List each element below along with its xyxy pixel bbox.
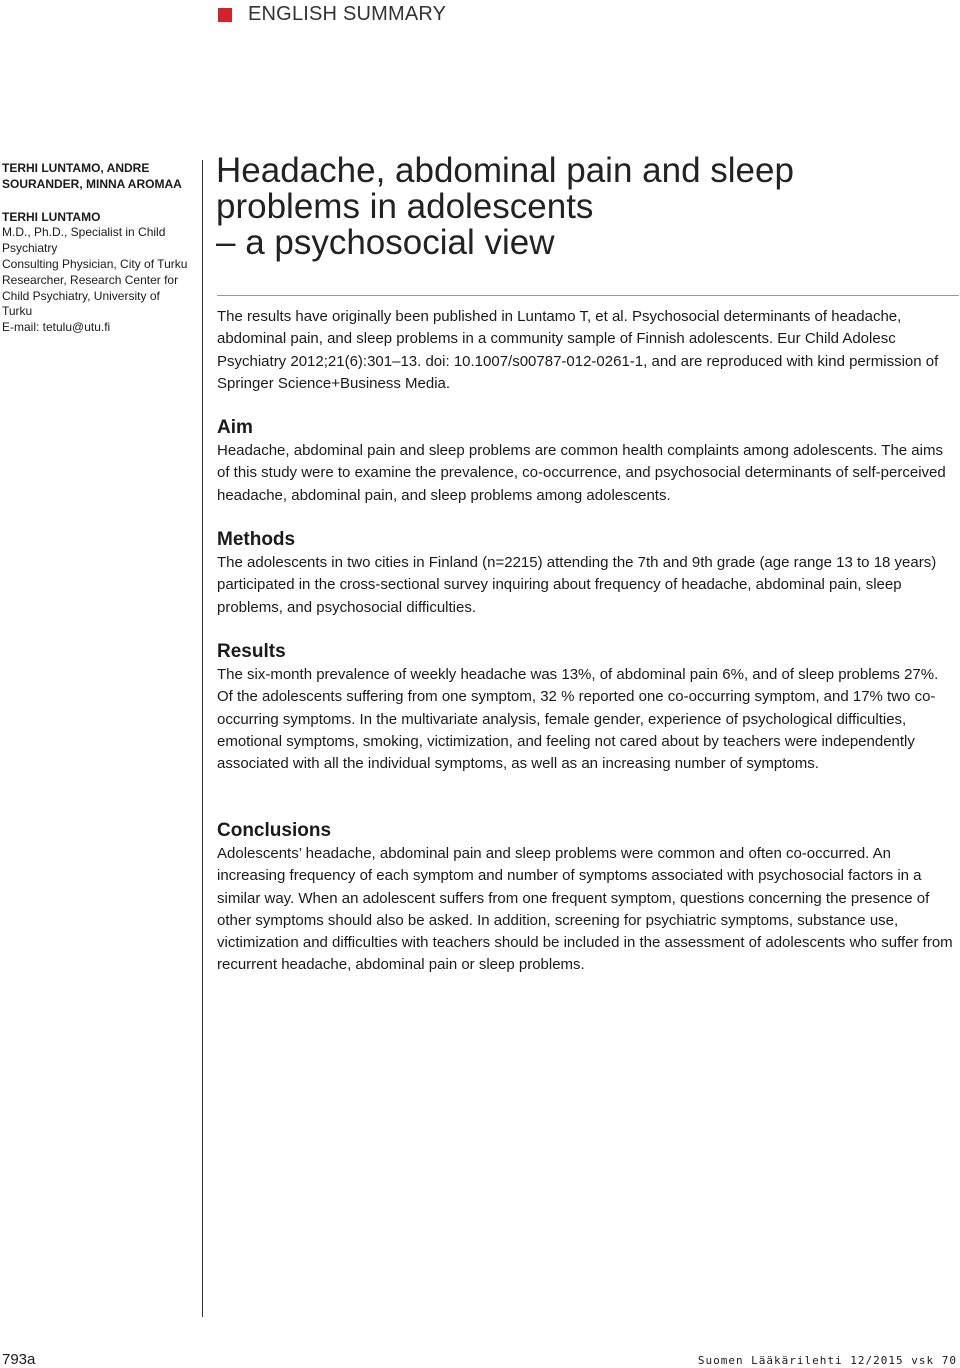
title-line: Headache, abdominal pain and sleep (216, 151, 794, 190)
red-square-icon (218, 8, 232, 22)
corresponding-author-name: TERHI LUNTAMO (2, 209, 101, 224)
methods-body: The adolescents in two cities in Finland (n=2215) attending the 7th and 9th grade (age range 13 to 18 years) participated in the cross-sectional survey inquiring about frequency of headache, abdominal pain, sleep problems, and psychosocial difficulties. (217, 554, 937, 616)
methods-section (217, 528, 957, 619)
conclusions-section (217, 819, 957, 977)
affiliation-line: Consulting Physician, City of Turku (2, 256, 188, 271)
journal-info: Suomen Lääkärilehti 12/2015 vsk 70 (697, 1354, 957, 1367)
aim-heading: Aim (217, 417, 253, 438)
methods-heading: Methods (217, 529, 296, 550)
citation-note: The results have originally been published in Luntamo T, et al. Psychosocial determinants of headache, abdominal pain, and sleep problems in a community sample of Finnish adolescents. Eur Child Adolesc Psychiatry 2012;21(6):301–13. doi: 10.1007/s00787-012-0261-1, and are reproduced with kind permission of Springer Science+Business Media. (217, 308, 939, 392)
title-line: – a psychosocial view (216, 223, 555, 262)
article-title (216, 153, 794, 261)
results-section (217, 640, 957, 775)
conclusions-heading: Conclusions (217, 820, 332, 841)
aim-section (217, 416, 957, 507)
results-body: The six-month prevalence of weekly headache was 13%, of abdominal pain 6%, and of sleep problems 27%. Of the adolescents suffering from one symptom, 32 % reported one co-occurring symptom, and 17% two co-occurring symptoms. In the multivariate analysis, female gender, experience of psychological difficulties, emotional symptoms, smoking, victimization, and feeling not cared about by teachers were independently associated with all the individual symptoms, as well as an increasing number of symptoms. (217, 666, 939, 773)
affiliation-line: M.D., Ph.D., Specialist in Child Psychiatry (2, 225, 166, 256)
conclusions-body: Adolescents’ headache, abdominal pain and sleep problems were common and often co-occurred. An increasing frequency of each symptom and number of symptoms associated with psychosocial factors in a similar way. When an adolescent suffers from one frequent symptom, questions concerning the presence of other symptoms should also be asked. In addition, screening for psychiatric symptoms, substance use, victimization and difficulties with teachers should be included in the assessment of adolescents who suffer from recurrent headache, abdominal pain or sleep problems. (217, 845, 953, 974)
section-header (218, 3, 446, 26)
page-number: 793a (2, 1351, 36, 1368)
author-list: TERHI LUNTAMO, ANDRE SOURANDER, MINNA AROMAA (2, 161, 182, 191)
author-sidebar (2, 161, 192, 336)
title-rule (217, 295, 959, 296)
aim-body: Headache, abdominal pain and sleep problems are common health complaints among adolescents. The aims of this study were to examine the prevalence, co-occurrence, and psychosocial determinants of self-perceived headache, abdominal pain, and sleep problems among adolescents. (217, 442, 946, 504)
title-line: problems in adolescents (216, 187, 594, 226)
affiliation-line: Researcher, Research Center for Child Psychiatry, University of Turku (2, 272, 179, 319)
results-heading: Results (217, 641, 286, 662)
author-email: E-mail: tetulu@utu.fi (2, 320, 111, 335)
section-label: ENGLISH SUMMARY (248, 3, 447, 25)
column-divider (202, 160, 203, 1317)
